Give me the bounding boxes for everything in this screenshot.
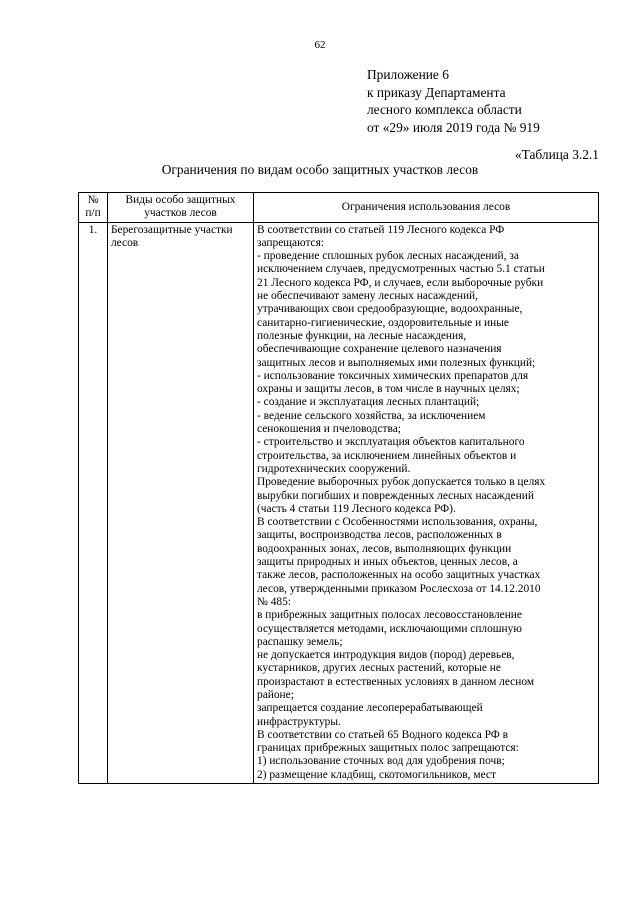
restriction-line: - создание и эксплуатация лесных плантаций; — [257, 396, 480, 409]
appendix-line: от «29» июля 2019 года № 919 — [367, 119, 540, 135]
restriction-line: - ведение сельского хозяйства, за исключением — [257, 409, 486, 422]
restriction-line: обеспечивающие сохранение целевого назначения — [257, 343, 502, 356]
table-header-row — [79, 193, 599, 223]
restriction-line: запрещается создание лесоперерабатывающей — [257, 702, 483, 715]
row-type: Берегозащитные участки лесов — [108, 222, 254, 783]
restrictions-table — [78, 192, 599, 784]
row-number: 1. — [79, 222, 108, 783]
page-number: 62 — [314, 39, 326, 51]
restriction-line: 2) размещение кладбищ, скотомогильников, мест — [257, 768, 496, 781]
restriction-line: инфраструктуры. — [257, 715, 341, 728]
restriction-line: - использование токсичных химических препаратов для — [257, 369, 529, 382]
restriction-line: охраны и защиты лесов, в том числе в научных целях; — [257, 383, 520, 396]
restriction-line: В соответствии с Особенностями использования, охраны, — [257, 516, 538, 529]
restriction-line: - строительство и эксплуатация объектов капитального — [257, 436, 525, 449]
restriction-line: защиты природных и иных объектов, ценных лесов, а — [257, 556, 518, 569]
restriction-line: строительства, за исключением линейных объектов и — [257, 449, 517, 462]
restriction-line: (часть 4 статьи 119 Лесного кодекса РФ). — [257, 502, 456, 515]
restriction-line: границах прибрежных защитных полос запрещаются: — [257, 742, 519, 755]
restriction-line: сенокошения и пчеловодства; — [257, 423, 401, 436]
restriction-line: защиты, воспроизводства лесов, расположенных в — [257, 529, 502, 542]
appendix-block — [367, 66, 540, 136]
restriction-line: В соответствии со статьей 65 Водного кодекса РФ в — [257, 728, 508, 741]
restriction-line: осуществляется методами, исключающими сплошную — [257, 622, 522, 635]
restriction-line: Проведение выборочных рубок допускается только в целях — [257, 476, 546, 489]
restriction-line: 1) использование сточных вод для удобрения почв; — [257, 755, 505, 768]
restriction-line: утрачивающих свои средообразующие, водоохранные, — [257, 303, 523, 316]
restriction-line: вырубки погибших и поврежденных лесных насаждений — [257, 489, 534, 502]
restriction-line: районе; — [257, 688, 294, 701]
appendix-line: к приказу Департамента — [367, 84, 506, 100]
appendix-line: Приложение 6 — [367, 67, 449, 82]
restriction-line: в прибрежных защитных полосах лесовосстановление — [257, 609, 522, 622]
table-title: Ограничения по видам особо защитных участков лесов — [161, 162, 479, 177]
restriction-line: также лесов, расположенных на особо защитных участках — [257, 569, 541, 582]
restriction-line: не обеспечивают замену лесных насаждений, — [257, 290, 478, 303]
restriction-line: лесов, утвержденными приказом Рослесхоза от 14.12.2010 — [257, 582, 541, 595]
table-row — [79, 222, 599, 783]
restriction-line: не допускается интродукция видов (пород) деревьев, — [257, 649, 515, 662]
restriction-line: водоохранных зонах, лесов, выполняющих функции — [257, 542, 512, 555]
row-restrictions — [254, 222, 599, 783]
restriction-line: распашку земель; — [257, 635, 343, 648]
restriction-line: - проведение сплошных рубок лесных насаждений, за — [257, 250, 519, 263]
restriction-line: гидротехнических сооружений. — [257, 462, 411, 475]
restriction-line: кустарников, других лесных растений, которые не — [257, 662, 501, 675]
restriction-line: защитных лесов и выполняемых ими полезных функций; — [257, 356, 536, 369]
restriction-line: исключением случаев, предусмотренных частью 5.1 статьи — [257, 263, 545, 276]
restriction-line: санитарно-гигиенические, оздоровительные и иные — [257, 316, 509, 329]
restriction-line: В соответствии со статьей 119 Лесного кодекса РФ — [257, 223, 505, 236]
header-type: Виды особо защитных участков лесов — [108, 193, 254, 223]
header-number: № п/п — [79, 193, 108, 223]
restriction-line: запрещаются: — [257, 236, 325, 249]
restriction-line: произрастают в естественных условиях в данном лесном — [257, 675, 535, 688]
table-label: «Таблица 3.2.1 — [514, 147, 599, 162]
restriction-line: № 485: — [257, 595, 291, 608]
header-restrictions: Ограничения использования лесов — [254, 193, 599, 223]
restriction-line: полезные функции, на лесные насаждения, — [257, 329, 467, 342]
restriction-line: 21 Лесного кодекса РФ, и случаев, если выборочные рубки — [257, 276, 544, 289]
appendix-line: лесного комплекса области — [367, 102, 522, 118]
